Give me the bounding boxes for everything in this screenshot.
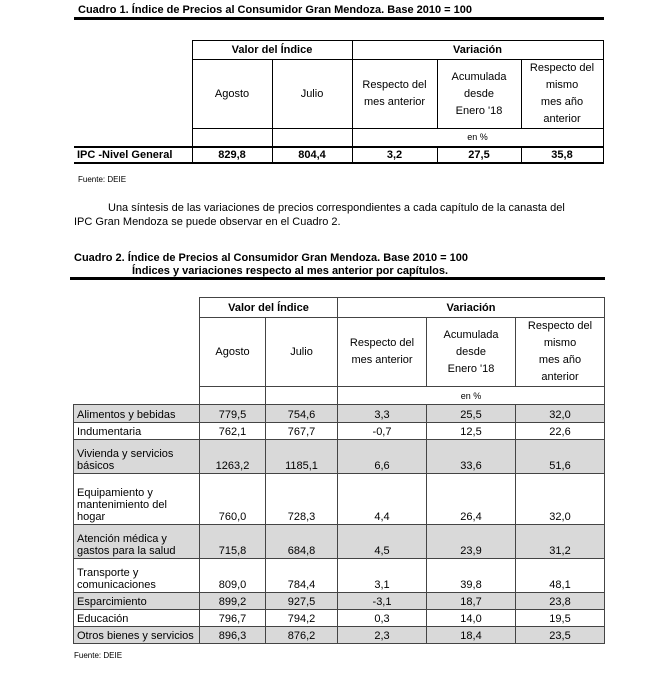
cell-mensual: 3,3 [338, 405, 427, 423]
row-label: Esparcimiento [74, 593, 200, 610]
table-row [74, 593, 605, 610]
cell-mensual: 6,6 [338, 440, 427, 474]
header-unidad: en % [352, 129, 603, 147]
cell-agosto: 829,8 [192, 147, 272, 163]
cell-agosto: 760,0 [200, 474, 266, 525]
cuadro2-source: Fuente: DEIE [74, 651, 123, 660]
cuadro2-body [74, 405, 605, 644]
header-agosto: Agosto [192, 60, 272, 129]
row-label: Transporte y comunicaciones [74, 559, 200, 593]
row-label: Atención médica y gastos para la salud [74, 525, 200, 559]
header-acumulada: Acumulada desde Enero '18 [437, 60, 521, 129]
cell-anual: 32,0 [516, 405, 605, 423]
cell-acumulada: 23,9 [427, 525, 516, 559]
row-label: Educación [74, 610, 200, 627]
cell-agosto: 796,7 [200, 610, 266, 627]
cell-anual: 31,2 [516, 525, 605, 559]
cell-julio: 794,2 [266, 610, 338, 627]
table-row [74, 474, 605, 525]
paragraph-line1: Una síntesis de las variaciones de precios correspondientes a cada capítulo de la canasta del [108, 202, 565, 214]
cuadro1-source: Fuente: DEIE [78, 175, 127, 184]
cuadro2-table [73, 297, 605, 644]
cell-agosto: 899,2 [200, 593, 266, 610]
header-variacion: Variación [352, 41, 603, 60]
row-label: Equipamiento y mantenimiento del hogar [74, 474, 200, 525]
cell-acumulada: 25,5 [427, 405, 516, 423]
header-acumulada: Acumulada desde Enero '18 [427, 318, 516, 387]
cell-julio: 684,8 [266, 525, 338, 559]
cell-mensual: 2,3 [338, 627, 427, 644]
cell-mensual: 4,4 [338, 474, 427, 525]
table-row [74, 423, 605, 440]
cuadro2-subtitle: Índices y variaciones respecto al mes anterior por capítulos. [132, 265, 449, 277]
cell-agosto: 715,8 [200, 525, 266, 559]
cell-agosto: 762,1 [200, 423, 266, 440]
cell-acumulada: 33,6 [427, 440, 516, 474]
cuadro1-rule [74, 17, 604, 20]
cell-acumulada: 26,4 [427, 474, 516, 525]
row-label: Vivienda y servicios básicos [74, 440, 200, 474]
cell-mensual: -3,1 [338, 593, 427, 610]
cell-julio: 804,4 [272, 147, 352, 163]
cell-anual: 35,8 [521, 147, 603, 163]
table-row [74, 405, 605, 423]
table-row [74, 610, 605, 627]
cuadro1-title: Cuadro 1. Índice de Precios al Consumidor Gran Mendoza. Base 2010 = 100 [78, 4, 472, 16]
cell-julio: 767,7 [266, 423, 338, 440]
cell-anual: 23,8 [516, 593, 605, 610]
row-label: Indumentaria [74, 423, 200, 440]
cell-agosto: 779,5 [200, 405, 266, 423]
cell-anual: 51,6 [516, 440, 605, 474]
header-respecto-mes-anterior: Respecto del mes anterior [352, 60, 437, 129]
cell-anual: 32,0 [516, 474, 605, 525]
header-julio: Julio [266, 318, 338, 387]
cell-anual: 48,1 [516, 559, 605, 593]
cell-mensual: 0,3 [338, 610, 427, 627]
cell-anual: 22,6 [516, 423, 605, 440]
cell-julio: 754,6 [266, 405, 338, 423]
cell-acumulada: 18,7 [427, 593, 516, 610]
cell-julio: 1185,1 [266, 440, 338, 474]
cell-mensual: 4,5 [338, 525, 427, 559]
table-row [74, 627, 605, 644]
header-respecto-anio-anterior: Respecto del mismo mes año anterior [521, 60, 603, 129]
cell-julio: 784,4 [266, 559, 338, 593]
table-row [74, 559, 605, 593]
header-unidad: en % [338, 387, 605, 405]
cell-julio: 728,3 [266, 474, 338, 525]
header-variacion: Variación [338, 298, 605, 318]
cuadro2-rule [70, 277, 605, 280]
cell-mensual: 3,2 [352, 147, 437, 163]
header-julio: Julio [272, 60, 352, 129]
cell-agosto: 1263,2 [200, 440, 266, 474]
cell-acumulada: 27,5 [437, 147, 521, 163]
cell-agosto: 809,0 [200, 559, 266, 593]
header-valor-indice: Valor del Índice [200, 298, 338, 318]
cell-anual: 23,5 [516, 627, 605, 644]
cell-mensual: 3,1 [338, 559, 427, 593]
cuadro1-table [74, 40, 604, 164]
cell-acumulada: 39,8 [427, 559, 516, 593]
cell-julio: 876,2 [266, 627, 338, 644]
header-respecto-mes-anterior: Respecto del mes anterior [338, 318, 427, 387]
cell-acumulada: 12,5 [427, 423, 516, 440]
cuadro2-title: Cuadro 2. Índice de Precios al Consumidor Gran Mendoza. Base 2010 = 100 [74, 252, 468, 264]
cell-mensual: -0,7 [338, 423, 427, 440]
table-row [74, 147, 603, 163]
header-agosto: Agosto [200, 318, 266, 387]
row-label: Otros bienes y servicios [74, 627, 200, 644]
cell-acumulada: 14,0 [427, 610, 516, 627]
cell-anual: 19,5 [516, 610, 605, 627]
cell-julio: 927,5 [266, 593, 338, 610]
row-label: Alimentos y bebidas [74, 405, 200, 423]
header-respecto-anio-anterior: Respecto del mismo mes año anterior [516, 318, 605, 387]
table-row [74, 525, 605, 559]
cell-acumulada: 18,4 [427, 627, 516, 644]
header-valor-indice: Valor del Índice [192, 41, 352, 60]
row-label: IPC -Nivel General [74, 147, 192, 163]
cell-agosto: 896,3 [200, 627, 266, 644]
paragraph-line2: IPC Gran Mendoza se puede observar en el Cuadro 2. [74, 216, 341, 228]
table-row [74, 440, 605, 474]
